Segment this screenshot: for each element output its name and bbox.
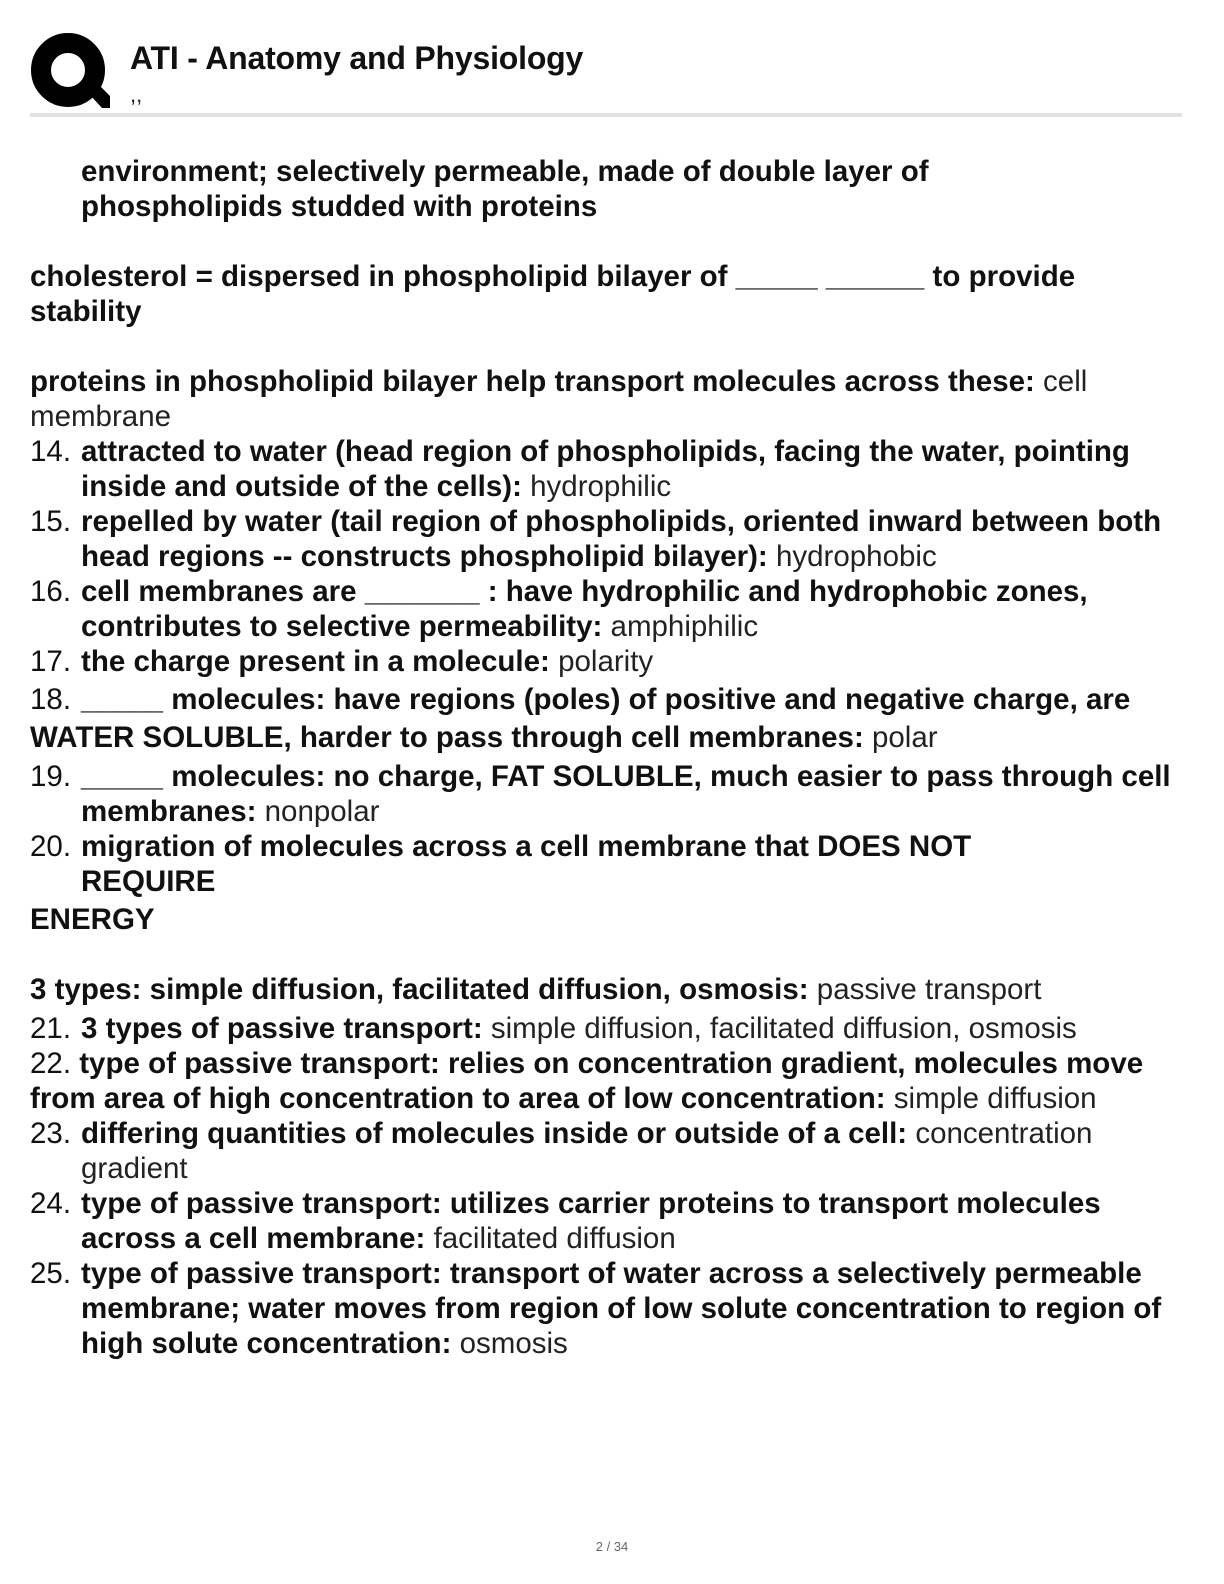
list-item: 21. 3 types of passive transport: simple diffusion, facilitated diffusion, osmosis — [30, 1012, 1077, 1045]
cholesterol-term: cholesterol = dispersed in phospholipid bilayer of _____ ______ to provide stability — [30, 260, 1076, 328]
list-item: 22. type of passive transport: relies on concentration gradient, molecules move from area of high concentration to area of low concentration: simple diffusion — [30, 1047, 1144, 1115]
passive-transport-term: 3 types: simple diffusion, facilitated diffusion, osmosis: passive transport — [30, 973, 1042, 1006]
list-item: 16. cell membranes are _______ : have hydrophilic and hydrophobic zones, contributes to selective permeability: amphiphilic — [30, 575, 1088, 643]
list-item: 19. _____ molecules: no charge, FAT SOLUBLE, much easier to pass through cell membranes: nonpolar — [30, 760, 1171, 828]
intro-text: environment; selectively permeable, made of double layer of phospholipids studded with proteins — [81, 155, 929, 223]
header-divider — [30, 113, 1182, 117]
list-item: 17. the charge present in a molecule: polarity — [30, 645, 654, 678]
list-item: 25. type of passive transport: transport of water across a selectively permeable membrane; water moves from region of low solute concentration to region of high solute concentration: osmosis — [30, 1257, 1162, 1360]
list-item: 23. differing quantities of molecules inside or outside of a cell: concentration gradient — [30, 1117, 1093, 1185]
list-item: 20. migration of molecules across a cell membrane that DOES NOT REQUIRE — [30, 830, 972, 898]
proteins-term: proteins in phospholipid bilayer help transport molecules across these: cell membrane — [30, 365, 1088, 433]
page-number: 2 / 34 — [595, 1539, 629, 1554]
document-subtitle: ,, — [130, 82, 143, 107]
list-item: 15. repelled by water (tail region of phospholipids, oriented inward between both head regions -- constructs phospholipid bilayer): hydrophobic — [30, 505, 1162, 573]
study-content — [30, 154, 1182, 1361]
list-item: 24. type of passive transport: utilizes carrier proteins to transport molecules across a cell membrane: facilitated diffusion — [30, 1187, 1101, 1255]
quizlet-q-logo-icon — [30, 32, 110, 112]
list-item: 14. attracted to water (head region of phospholipids, facing the water, pointing inside and outside of the cells): hydrophilic — [30, 435, 1130, 503]
item-18-continuation: WATER SOLUBLE, harder to pass through cell membranes: polar — [30, 721, 938, 754]
list-item: 18. _____ molecules: have regions (poles) of positive and negative charge, are — [30, 683, 1131, 716]
document-title: ATI - Anatomy and Physiology — [130, 40, 584, 76]
item-20-continuation: ENERGY — [30, 903, 155, 936]
page-header — [30, 30, 1182, 118]
